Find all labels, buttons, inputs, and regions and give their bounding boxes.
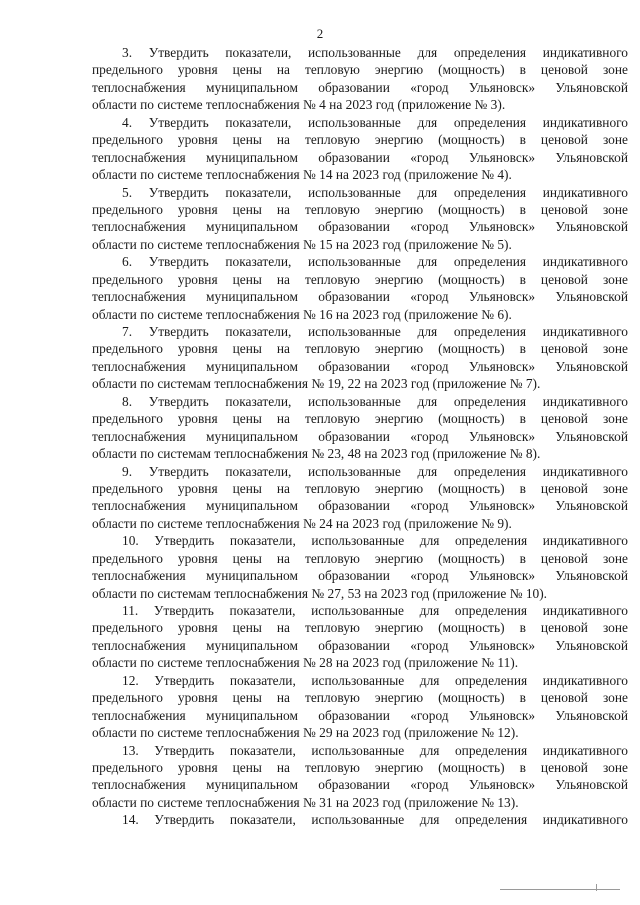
paragraph-item-5 [92,184,628,254]
paragraph-item-8 [92,393,628,463]
paragraph-line: предельного уровня цены на тепловую энергию (мощность) в ценовой зоне [92,411,628,427]
paragraph-line: области по системе теплоснабжения № 29 на 2023 год (приложение № 12). [92,725,519,741]
paragraph-line: 10. Утвердить показатели, использованные для определения индикативного [122,533,628,549]
paragraph-line: области по системе теплоснабжения № 15 на 2023 год (приложение № 5). [92,236,512,252]
paragraph-line: области по системам теплоснабжения № 27, 53 на 2023 год (приложение № 10). [92,585,548,601]
paragraph-line: 4. Утвердить показатели, использованные для определения индикативного [122,114,628,130]
paragraph-line: теплоснабжения муниципальном образовании «город Ульяновск» Ульяновской [92,777,628,793]
paragraph-item-13 [92,742,628,812]
paragraph-line: предельного уровня цены на тепловую энергию (мощность) в ценовой зоне [92,271,628,287]
paragraph-line: предельного уровня цены на тепловую энергию (мощность) в ценовой зоне [92,480,628,496]
paragraph-line: 6. Утвердить показатели, использованные для определения индикативного [122,254,628,270]
paragraph-line: предельного уровня цены на тепловую энергию (мощность) в ценовой зоне [92,62,628,78]
paragraph-line: области по системе теплоснабжения № 16 на 2023 год (приложение № 6). [92,306,512,322]
paragraph-line: области по системе теплоснабжения № 28 на 2023 год (приложение № 11). [92,655,519,671]
paragraph-line: 12. Утвердить показатели, использованные для определения индикативного [122,672,628,688]
paragraph-item-14 [92,811,628,828]
paragraph-line: теплоснабжения муниципальном образовании «город Ульяновск» Ульяновской [92,568,628,584]
paragraph-line: области по системам теплоснабжения № 23, 48 на 2023 год (приложение № 8). [92,446,541,462]
document-body [92,44,628,829]
paragraph-line: теплоснабжения муниципальном образовании «город Ульяновск» Ульяновской [92,637,628,653]
paragraph-line: области по системе теплоснабжения № 31 на 2023 год (приложение № 13). [92,794,519,810]
paragraph-line: теплоснабжения муниципальном образовании «город Ульяновск» Ульяновской [92,358,628,374]
paragraph-item-12 [92,672,628,742]
paragraph-line: теплоснабжения муниципальном образовании «город Ульяновск» Ульяновской [92,428,628,444]
paragraph-line: предельного уровня цены на тепловую энергию (мощность) в ценовой зоне [92,341,628,357]
paragraph-line: теплоснабжения муниципальном образовании «город Ульяновск» Ульяновской [92,79,628,95]
paragraph-item-6 [92,253,628,323]
paragraph-line: области по системе теплоснабжения № 4 на 2023 год (приложение № 3). [92,97,506,113]
paragraph-line: 8. Утвердить показатели, использованные для определения индикативного [122,393,628,409]
paragraph-line: 9. Утвердить показатели, использованные для определения индикативного [122,463,628,479]
paragraph-line: теплоснабжения муниципальном образовании «город Ульяновск» Ульяновской [92,149,628,165]
paragraph-line: 5. Утвердить показатели, использованные для определения индикативного [122,184,628,200]
paragraph-item-7 [92,323,628,393]
paragraph-line: 3. Утвердить показатели, использованные для определения индикативного [122,45,628,60]
paragraph-line: предельного уровня цены на тепловую энергию (мощность) в ценовой зоне [92,620,628,636]
paragraph-item-3 [92,44,628,114]
footer-rule [500,889,620,890]
paragraph-line: предельного уровня цены на тепловую энергию (мощность) в ценовой зоне [92,690,628,706]
paragraph-line: области по системам теплоснабжения № 19, 22 на 2023 год (приложение № 7). [92,376,541,392]
paragraph-item-9 [92,463,628,533]
paragraph-item-11 [92,602,628,672]
paragraph-line: области по системе теплоснабжения № 14 на 2023 год (приложение № 4). [92,167,512,183]
paragraph-line: предельного уровня цены на тепловую энергию (мощность) в ценовой зоне [92,550,628,566]
paragraph-line: области по системе теплоснабжения № 24 на 2023 год (приложение № 9). [92,515,512,531]
paragraph-line: 13. Утвердить показатели, использованные для определения индикативного [122,742,628,758]
paragraph-line: теплоснабжения муниципальном образовании «город Ульяновск» Ульяновской [92,707,628,723]
paragraph-line: 7. Утвердить показатели, использованные для определения индикативного [122,324,628,339]
paragraph-line: предельного уровня цены на тепловую энергию (мощность) в ценовой зоне [92,132,628,148]
paragraph-line: предельного уровня цены на тепловую энергию (мощность) в ценовой зоне [92,759,628,775]
paragraph-item-10 [92,532,628,602]
page-number: 2 [316,26,324,41]
paragraph-line: предельного уровня цены на тепловую энергию (мощность) в ценовой зоне [92,201,628,217]
paragraph-line: 11. Утвердить показатели, использованные для определения индикативного [122,603,628,618]
footer-rule-tick [596,884,597,891]
paragraph-line: теплоснабжения муниципальном образовании «город Ульяновск» Ульяновской [92,289,628,305]
paragraph-line: 14. Утвердить показатели, использованные для определения индикативного [122,812,628,828]
paragraph-line: теплоснабжения муниципальном образовании «город Ульяновск» Ульяновской [92,219,628,235]
paragraph-line: теплоснабжения муниципальном образовании «город Ульяновск» Ульяновской [92,498,628,514]
paragraph-item-4 [92,114,628,184]
